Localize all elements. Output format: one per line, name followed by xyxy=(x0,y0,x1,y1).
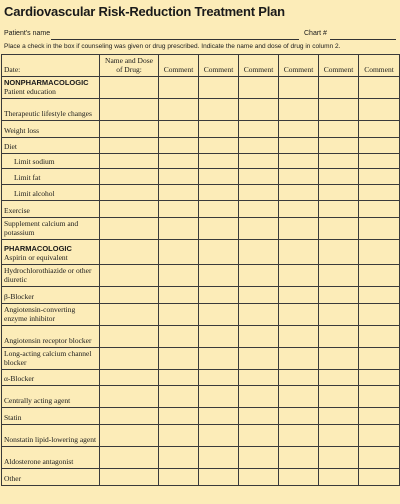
comment-cell[interactable] xyxy=(199,185,239,201)
row-label-cell xyxy=(2,425,100,447)
comment-cell[interactable] xyxy=(359,201,400,218)
comment-cell[interactable] xyxy=(359,408,400,425)
comment-cell[interactable] xyxy=(319,326,359,348)
chart-number-field[interactable] xyxy=(330,39,396,40)
comment-cell[interactable] xyxy=(319,447,359,469)
comment-column-header: Comment xyxy=(359,55,400,77)
comment-cell[interactable] xyxy=(319,265,359,287)
comment-cell[interactable] xyxy=(279,348,319,370)
name-dose-cell[interactable] xyxy=(100,185,159,201)
comment-cell[interactable] xyxy=(279,201,319,218)
comment-cell[interactable] xyxy=(159,469,199,486)
comment-cell[interactable] xyxy=(319,287,359,304)
comment-cell[interactable] xyxy=(159,154,199,169)
section-heading: PHARMACOLOGIC xyxy=(4,244,72,253)
patient-name-label: Patient's name xyxy=(4,30,51,37)
comment-cell[interactable] xyxy=(319,469,359,486)
comment-cell[interactable] xyxy=(239,169,279,185)
comment-cell[interactable] xyxy=(359,265,400,287)
name-dose-cell[interactable] xyxy=(100,408,159,425)
name-dose-cell[interactable] xyxy=(100,154,159,169)
comment-cell[interactable] xyxy=(279,469,319,486)
comment-cell[interactable] xyxy=(239,201,279,218)
comment-cell[interactable] xyxy=(239,138,279,154)
comment-cell[interactable] xyxy=(239,240,279,265)
table-row xyxy=(2,425,400,447)
comment-cell[interactable] xyxy=(279,326,319,348)
name-dose-cell[interactable] xyxy=(100,77,159,99)
row-label-cell xyxy=(2,386,100,408)
row-label-cell xyxy=(2,154,100,169)
comment-cell[interactable] xyxy=(279,425,319,447)
comment-cell[interactable] xyxy=(279,386,319,408)
comment-cell[interactable] xyxy=(199,265,239,287)
comment-cell[interactable] xyxy=(279,121,319,138)
comment-cell[interactable] xyxy=(159,425,199,447)
comment-cell[interactable] xyxy=(359,240,400,265)
name-dose-column-header: Name and Dose of Drug: xyxy=(100,55,159,77)
comment-cell[interactable] xyxy=(359,138,400,154)
comment-cell[interactable] xyxy=(359,304,400,326)
comment-cell[interactable] xyxy=(239,154,279,169)
comment-cell[interactable] xyxy=(199,138,239,154)
date-column-header: Date: xyxy=(2,55,100,77)
row-label: Angiotensin-converting enzyme inhibitor xyxy=(4,305,76,323)
table-row xyxy=(2,154,400,169)
comment-column-header: Comment xyxy=(319,55,359,77)
comment-cell[interactable] xyxy=(159,408,199,425)
table-row xyxy=(2,138,400,154)
comment-cell[interactable] xyxy=(159,138,199,154)
comment-column-header: Comment xyxy=(279,55,319,77)
table-row xyxy=(2,218,400,240)
comment-cell[interactable] xyxy=(319,77,359,99)
row-label-cell xyxy=(2,370,100,386)
table-body xyxy=(2,77,400,486)
comment-cell[interactable] xyxy=(239,185,279,201)
row-label: Long-acting calcium channel blocker xyxy=(4,349,92,367)
comment-cell[interactable] xyxy=(319,348,359,370)
comment-cell[interactable] xyxy=(319,370,359,386)
row-label: Hydrochlorothiazide or other diuretic xyxy=(4,266,92,284)
table-row xyxy=(2,408,400,425)
name-dose-cell[interactable] xyxy=(100,99,159,121)
row-label: Aldosterone antagonist xyxy=(4,457,74,466)
comment-cell[interactable] xyxy=(319,201,359,218)
comment-cell[interactable] xyxy=(239,348,279,370)
comment-cell[interactable] xyxy=(359,185,400,201)
comment-cell[interactable] xyxy=(279,370,319,386)
comment-cell[interactable] xyxy=(239,265,279,287)
name-dose-cell[interactable] xyxy=(100,469,159,486)
comment-cell[interactable] xyxy=(279,304,319,326)
table-row xyxy=(2,77,400,99)
comment-cell[interactable] xyxy=(239,469,279,486)
comment-cell[interactable] xyxy=(239,304,279,326)
chart-number-label: Chart # xyxy=(304,30,327,37)
comment-cell[interactable] xyxy=(199,447,239,469)
comment-cell[interactable] xyxy=(359,447,400,469)
name-dose-cell[interactable] xyxy=(100,265,159,287)
row-label-cell xyxy=(2,469,100,486)
comment-cell[interactable] xyxy=(279,240,319,265)
comment-cell[interactable] xyxy=(359,169,400,185)
row-label: Aspirin or equivalent xyxy=(4,253,68,262)
comment-column-header: Comment xyxy=(159,55,199,77)
row-label: Weight loss xyxy=(4,126,40,135)
comment-cell[interactable] xyxy=(319,240,359,265)
comment-cell[interactable] xyxy=(159,185,199,201)
comment-cell[interactable] xyxy=(279,218,319,240)
row-label: Patient education xyxy=(4,87,56,96)
comment-cell[interactable] xyxy=(359,287,400,304)
patient-info-line xyxy=(4,30,396,41)
comment-cell[interactable] xyxy=(319,386,359,408)
comment-cell[interactable] xyxy=(199,386,239,408)
comment-cell[interactable] xyxy=(199,169,239,185)
row-label-cell xyxy=(2,138,100,154)
table-row xyxy=(2,348,400,370)
comment-cell[interactable] xyxy=(199,287,239,304)
instructions: Place a check in the box if counseling was given or drug prescribed. Indicate the name and dose of drug in column 2. xyxy=(4,43,341,50)
table-row xyxy=(2,304,400,326)
comment-cell[interactable] xyxy=(359,99,400,121)
comment-cell[interactable] xyxy=(159,304,199,326)
table-row xyxy=(2,287,400,304)
comment-cell[interactable] xyxy=(319,99,359,121)
patient-name-field[interactable] xyxy=(51,39,299,40)
comment-cell[interactable] xyxy=(319,169,359,185)
comment-cell[interactable] xyxy=(159,447,199,469)
comment-cell[interactable] xyxy=(279,265,319,287)
row-label-cell xyxy=(2,304,100,326)
row-label-cell xyxy=(2,348,100,370)
comment-cell[interactable] xyxy=(279,99,319,121)
comment-cell[interactable] xyxy=(159,348,199,370)
row-label-cell xyxy=(2,169,100,185)
comment-cell[interactable] xyxy=(159,386,199,408)
table-row xyxy=(2,447,400,469)
comment-cell[interactable] xyxy=(359,348,400,370)
row-label: β-Blocker xyxy=(4,292,35,301)
row-label: Centrally acting agent xyxy=(4,396,71,405)
comment-column-header: Comment xyxy=(199,55,239,77)
comment-cell[interactable] xyxy=(359,154,400,169)
comment-cell[interactable] xyxy=(319,185,359,201)
comment-cell[interactable] xyxy=(359,218,400,240)
comment-cell[interactable] xyxy=(319,121,359,138)
name-dose-cell[interactable] xyxy=(100,218,159,240)
comment-cell[interactable] xyxy=(359,326,400,348)
comment-cell[interactable] xyxy=(159,77,199,99)
row-label-cell xyxy=(2,408,100,425)
row-label-cell xyxy=(2,326,100,348)
comment-cell[interactable] xyxy=(159,265,199,287)
comment-cell[interactable] xyxy=(279,447,319,469)
comment-cell[interactable] xyxy=(279,77,319,99)
section-heading: NONPHARMACOLOGIC xyxy=(4,78,89,87)
table-row xyxy=(2,386,400,408)
comment-cell[interactable] xyxy=(319,304,359,326)
table-row xyxy=(2,121,400,138)
row-label: Nonstatin lipid-lowering agent xyxy=(4,435,97,444)
row-label: Statin xyxy=(4,413,22,422)
comment-cell[interactable] xyxy=(239,370,279,386)
comment-cell[interactable] xyxy=(159,121,199,138)
row-label-cell xyxy=(2,287,100,304)
comment-cell[interactable] xyxy=(199,121,239,138)
name-dose-cell[interactable] xyxy=(100,121,159,138)
comment-cell[interactable] xyxy=(359,121,400,138)
row-label-cell xyxy=(2,121,100,138)
comment-cell[interactable] xyxy=(199,348,239,370)
name-dose-cell[interactable] xyxy=(100,138,159,154)
row-label: Limit alcohol xyxy=(14,189,55,198)
row-label: Limit sodium xyxy=(14,157,55,166)
comment-cell[interactable] xyxy=(199,326,239,348)
comment-cell[interactable] xyxy=(279,408,319,425)
name-dose-cell[interactable] xyxy=(100,240,159,265)
comment-cell[interactable] xyxy=(199,469,239,486)
row-label-cell xyxy=(2,99,100,121)
comment-cell[interactable] xyxy=(279,138,319,154)
comment-cell[interactable] xyxy=(199,425,239,447)
comment-cell[interactable] xyxy=(239,121,279,138)
table-row xyxy=(2,469,400,486)
comment-cell[interactable] xyxy=(359,370,400,386)
table-row xyxy=(2,99,400,121)
page-title: Cardiovascular Risk-Reduction Treatment Plan xyxy=(4,4,285,19)
comment-cell[interactable] xyxy=(199,77,239,99)
row-label: Other xyxy=(4,474,22,483)
row-label: Angiotensin receptor blocker xyxy=(4,336,92,345)
name-dose-cell[interactable] xyxy=(100,169,159,185)
comment-cell[interactable] xyxy=(159,99,199,121)
name-dose-cell[interactable] xyxy=(100,326,159,348)
name-dose-cell[interactable] xyxy=(100,348,159,370)
comment-cell[interactable] xyxy=(239,77,279,99)
treatment-plan-table xyxy=(1,54,400,486)
comment-cell[interactable] xyxy=(239,99,279,121)
comment-cell[interactable] xyxy=(159,240,199,265)
comment-cell[interactable] xyxy=(199,370,239,386)
comment-cell[interactable] xyxy=(279,185,319,201)
name-dose-cell[interactable] xyxy=(100,287,159,304)
comment-cell[interactable] xyxy=(159,326,199,348)
row-label-cell xyxy=(2,218,100,240)
table-row xyxy=(2,370,400,386)
comment-cell[interactable] xyxy=(199,304,239,326)
row-label-cell xyxy=(2,77,100,99)
comment-cell[interactable] xyxy=(159,169,199,185)
table-row xyxy=(2,265,400,287)
row-label-cell xyxy=(2,265,100,287)
comment-cell[interactable] xyxy=(319,218,359,240)
comment-cell[interactable] xyxy=(239,447,279,469)
comment-cell[interactable] xyxy=(239,326,279,348)
comment-cell[interactable] xyxy=(199,154,239,169)
row-label-cell xyxy=(2,185,100,201)
comment-cell[interactable] xyxy=(319,408,359,425)
row-label: Therapeutic lifestyle changes xyxy=(4,109,92,118)
row-label: Supplement calcium and potassium xyxy=(4,219,79,237)
table-row xyxy=(2,185,400,201)
comment-cell[interactable] xyxy=(239,408,279,425)
comment-cell[interactable] xyxy=(279,287,319,304)
row-label: α-Blocker xyxy=(4,374,35,383)
row-label: Diet xyxy=(4,142,17,151)
comment-cell[interactable] xyxy=(239,425,279,447)
comment-cell[interactable] xyxy=(159,287,199,304)
table-row xyxy=(2,169,400,185)
table-header-row xyxy=(2,55,400,77)
comment-cell[interactable] xyxy=(359,386,400,408)
comment-cell[interactable] xyxy=(359,425,400,447)
row-label-cell xyxy=(2,201,100,218)
table-row xyxy=(2,240,400,265)
comment-cell[interactable] xyxy=(319,138,359,154)
comment-cell[interactable] xyxy=(279,169,319,185)
comment-cell[interactable] xyxy=(239,218,279,240)
name-dose-cell[interactable] xyxy=(100,447,159,469)
row-label-cell xyxy=(2,447,100,469)
comment-cell[interactable] xyxy=(279,154,319,169)
name-dose-cell[interactable] xyxy=(100,304,159,326)
comment-cell[interactable] xyxy=(319,425,359,447)
row-label: Exercise xyxy=(4,206,30,215)
comment-cell[interactable] xyxy=(159,218,199,240)
comment-cell[interactable] xyxy=(159,201,199,218)
comment-cell[interactable] xyxy=(199,99,239,121)
comment-cell[interactable] xyxy=(199,240,239,265)
comment-cell[interactable] xyxy=(199,201,239,218)
comment-cell[interactable] xyxy=(159,370,199,386)
comment-cell[interactable] xyxy=(359,77,400,99)
comment-column-header: Comment xyxy=(239,55,279,77)
name-dose-cell[interactable] xyxy=(100,425,159,447)
comment-cell[interactable] xyxy=(199,408,239,425)
row-label: Limit fat xyxy=(14,173,41,182)
table-row xyxy=(2,201,400,218)
comment-cell[interactable] xyxy=(199,218,239,240)
name-dose-cell[interactable] xyxy=(100,386,159,408)
row-label-cell xyxy=(2,240,100,265)
comment-cell[interactable] xyxy=(239,386,279,408)
comment-cell[interactable] xyxy=(239,287,279,304)
name-dose-cell[interactable] xyxy=(100,201,159,218)
comment-cell[interactable] xyxy=(359,469,400,486)
name-dose-cell[interactable] xyxy=(100,370,159,386)
table-row xyxy=(2,326,400,348)
comment-cell[interactable] xyxy=(319,154,359,169)
